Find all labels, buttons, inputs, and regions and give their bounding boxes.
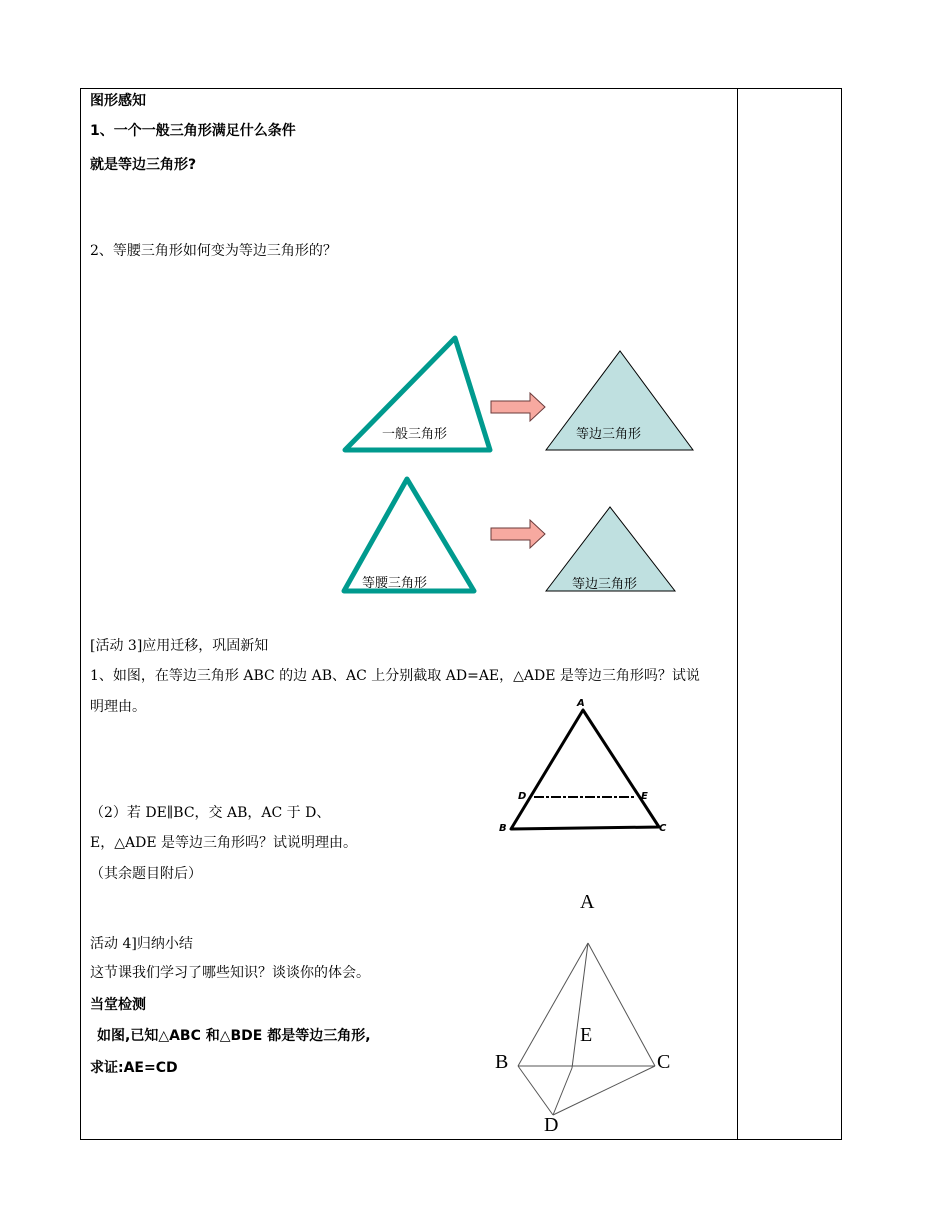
activity-3-problem-2-line-1: （2）若 DE∥BC，交 AB，AC 于 D、 — [90, 805, 331, 821]
point-d-label: D — [518, 791, 527, 802]
activity-4-prompt: 这节课我们学习了哪些知识？谈谈你的体会。 — [90, 965, 370, 981]
check-problem: 如图,已知△ABC 和△BDE 都是等边三角形, — [97, 1028, 371, 1044]
vertex-c-label: C — [657, 1051, 671, 1073]
general-triangle-label: 一般三角形 — [382, 427, 448, 442]
section-heading: 图形感知 — [90, 93, 146, 109]
activity-3-note: （其余题目附后） — [90, 866, 202, 882]
question-2: 2、等腰三角形如何变为等边三角形的？ — [90, 243, 337, 259]
isosceles-triangle-label: 等腰三角形 — [362, 576, 428, 591]
activity-3-problem-2-line-2: E，△ADE 是等边三角形吗？试说明理由。 — [90, 835, 357, 851]
question-1-line-2: 就是等边三角形? — [90, 157, 197, 173]
point-b-label: B — [499, 823, 507, 834]
check-heading: 当堂检测 — [90, 997, 146, 1013]
vertex-b-label: B — [495, 1051, 509, 1073]
vertex-d-label: D — [544, 1114, 559, 1136]
vertex-e-label: E — [580, 1024, 593, 1046]
equilateral-triangle-label-1: 等边三角形 — [576, 427, 642, 442]
check-proof: 求证:AE=CD — [90, 1060, 178, 1076]
vertex-a-label: A — [580, 891, 595, 913]
point-e-label: E — [641, 791, 648, 802]
activity-3-title: [活动 3]应用迁移，巩固新知 — [90, 638, 269, 654]
activity-3-problem-1-line-2: 明理由。 — [90, 699, 146, 715]
equilateral-triangle-label-2: 等边三角形 — [572, 577, 638, 592]
question-1-line-1: 1、一个一般三角形满足什么条件 — [90, 123, 296, 139]
activity-4-title: 活动 4]归纳小结 — [90, 936, 193, 952]
point-a-label: A — [577, 698, 585, 709]
point-c-label: C — [659, 823, 667, 834]
activity-3-problem-1-line-1: 1、如图，在等边三角形 ABC 的边 AB、AC 上分别截取 AD=AE，△ADE 是等边三角形吗？试说 — [90, 668, 700, 684]
